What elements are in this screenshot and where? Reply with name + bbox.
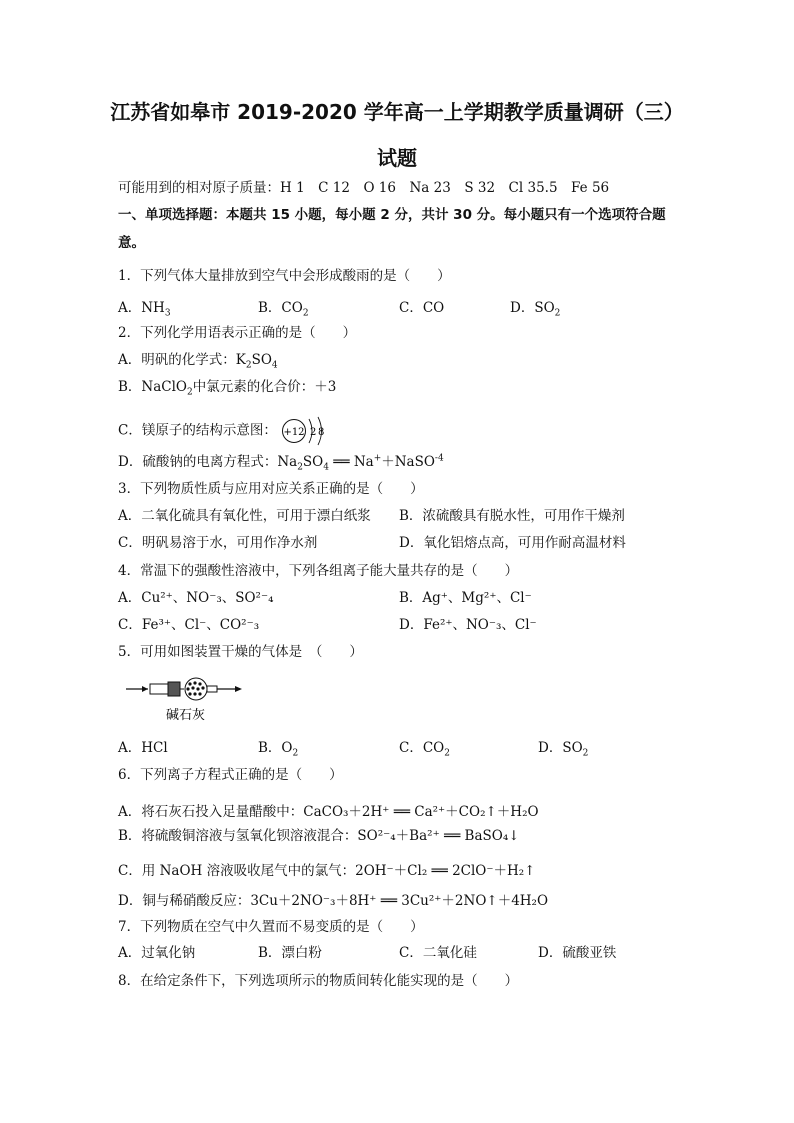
q6-option-d: D．铜与稀硝酸反应：3Cu＋2NO⁻₃＋8H⁺ ══ 3Cu²⁺＋2NO↑＋4H₂O [118,893,549,909]
q5-option-c: C．$CO_2$ [399,740,450,759]
magnesium-atom-diagram [281,413,333,449]
q8-stem: 8．在给定条件下，下列选项所示的物质间转化能实现的是（ ） [118,973,519,989]
q2-option-d: D．硫酸钠的电离方程式：$Na_2SO_4$ ══ Na+＋NaSO$^{-4}$ [118,453,444,473]
nucleus-label: +12 [283,427,305,438]
q2-stem: 2．下列化学用语表示正确的是（ ） [118,325,357,341]
drying-tube-apparatus [124,675,254,729]
q5-option-d: D．$SO_2$ [538,740,589,759]
q7-option-d: D．硫酸亚铁 [538,945,617,961]
q4-option-d: D．Fe²⁺、NO⁻₃、Cl⁻ [399,617,537,633]
q3-option-a: A．二氧化硫具有氧化性，可用于漂白纸浆 [118,508,371,524]
q3-option-d: D．氧化铝熔点高，可用作耐高温材料 [399,535,626,551]
electron-shell-2: 8 [318,427,325,438]
q2-option-a: A．明矾的化学式：$K_2SO_4$ [118,352,278,371]
q3-option-b: B．浓硫酸具有脱水性，可用作干燥剂 [399,508,625,524]
q6-stem: 6．下列离子方程式正确的是（ ） [118,767,343,783]
q4-option-c: C．Fe³⁺、Cl⁻、CO²⁻₃ [118,617,260,633]
q5-option-b: B．$O_2$ [258,740,299,759]
q7-stem: 7．下列物质在空气中久置而不易变质的是（ ） [118,919,424,935]
exam-subtitle: 试题 [377,146,417,170]
q5-option-a: A．HCl [118,740,168,756]
section-heading-cont: 意。 [118,235,145,251]
q1-option-b: B．$CO_2$ [258,300,309,319]
q4-option-a: A．Cu²⁺、NO⁻₃、SO²⁻₄ [118,590,274,606]
q1-option-d: D．$SO_2$ [510,300,561,319]
q1-stem: 1．下列气体大量排放到空气中会形成酸雨的是（ ） [118,268,451,284]
atomic-masses: 可能用到的相对原子质量：H 1 C 12 O 16 Na 23 S 32 Cl 35.5 Fe 56 [118,180,610,196]
q2-option-c: C．镁原子的结构示意图： +12 2 8 [118,413,333,449]
apparatus-label: 碱石灰 [166,708,206,723]
q7-option-b: B．漂白粉 [258,945,322,961]
q3-option-c: C．明矾易溶于水，可用作净水剂 [118,535,318,551]
electron-shell-1: 2 [310,427,317,438]
q3-stem: 3．下列物质性质与应用对应关系正确的是（ ） [118,481,424,497]
q1-option-a: A．$NH_3$ [118,300,171,319]
exam-title: 江苏省如皋市 2019-2020 学年高一上学期教学质量调研（三） [110,100,684,124]
q4-stem: 4．常温下的强酸性溶液中，下列各组离子能大量共存的是（ ） [118,563,519,579]
q6-option-c: C．用 NaOH 溶液吸收尾气中的氯气：2OH⁻＋Cl₂ ══ 2ClO⁻＋H₂↑ [118,863,536,879]
q1-option-c: C．CO [399,300,445,316]
q7-option-c: C．二氧化硅 [399,945,477,961]
q5-stem: 5．可用如图装置干燥的气体是 （ ） [118,644,363,660]
q4-option-b: B．Ag⁺、Mg²⁺、Cl⁻ [399,590,532,606]
q7-option-a: A．过氧化钠 [118,945,196,961]
drying-tube-diagram [124,675,254,725]
section-heading: 一、单项选择题：本题共 15 小题，每小题 2 分，共计 30 分。每小题只有一个选项符合题 [118,207,666,223]
q6-option-a: A．将石灰石投入足量醋酸中：CaCO₃＋2H⁺ ══ Ca²⁺＋CO₂↑＋H₂O [118,804,539,820]
q6-option-b: B．将硫酸铜溶液与氢氧化钡溶液混合：SO²⁻₄＋Ba²⁺ ══ BaSO₄↓ [118,828,520,844]
q2-option-b: B．NaClO$_2$中氯元素的化合价：＋3 [118,379,337,398]
